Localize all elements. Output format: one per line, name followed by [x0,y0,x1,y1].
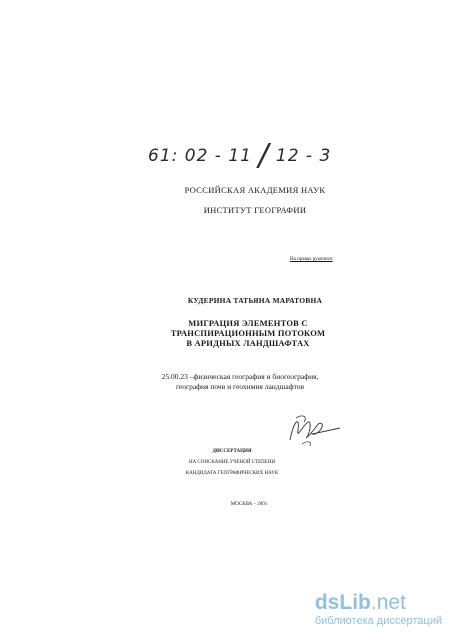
author-name: КУДЕРИНА ТАТЬЯНА МАРАТОВНА [187,296,323,305]
title-line: ТРАНСПИРАЦИОННЫМ ПОТОКОМ [170,328,326,338]
handwritten-registration-code [148,134,332,173]
specialty-code [0,372,450,392]
dissertation-title [0,318,450,348]
specialty-line: 25.00.23 –физическая география и биогеография, [161,372,319,381]
specialty-line: география почв и геохимия ландшафтов [175,382,305,391]
degree-line: НА СОИСКАНИЕ УЧЕНОЙ СТЕПЕНИ [188,460,276,465]
handwritten-code-part2: 12 - 3 [275,146,332,166]
dissertation-degree-block [0,446,450,479]
organization-name: РОССИЙСКАЯ АКАДЕМИЯ НАУК [184,185,326,195]
title-line: МИГРАЦИЯ ЭЛЕМЕНТОВ С [188,318,308,328]
watermark-tagline: библиотека диссертаций [314,615,442,627]
handwritten-slash: / [258,138,270,173]
handwritten-signature [282,410,342,450]
city-year: МОСКВА – 2001 [230,502,268,507]
title-line: В АРИДНЫХ ЛАНДШАФТАХ [186,338,310,348]
handwritten-code-part1: 61: 02 - 11 [148,146,252,166]
institute-name: ИНСТИТУТ ГЕОГРАФИИ [203,205,307,215]
degree-line: КАНДИДАТА ГЕОГРАФИЧЕСКИХ НАУК [185,471,279,476]
dissertation-heading: ДИССЕРТАЦИЯ [212,449,252,454]
manuscript-rights-note: На правах рукописи [290,257,333,262]
watermark-logo: dsLib.net [314,591,406,614]
dslib-watermark [315,592,442,628]
